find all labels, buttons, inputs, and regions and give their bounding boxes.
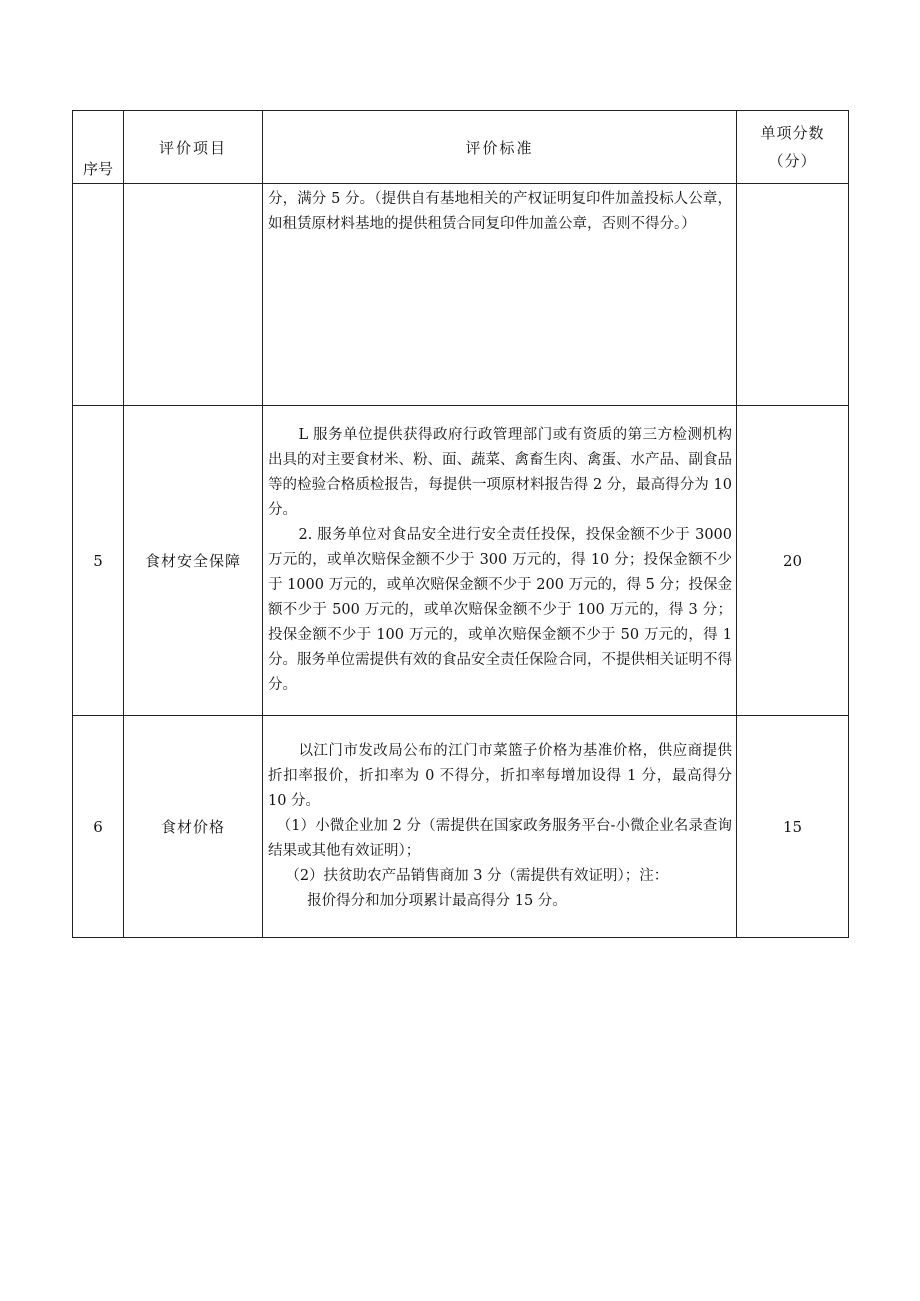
standard-paragraph: 分，满分 5 分。（提供自有基地相关的产权证明复印件加盖投标人公章，如租赁原材料基地的提供租赁合同复印件加盖公章，否则不得分。） <box>268 191 732 232</box>
row-item: 食材价格 <box>124 716 263 938</box>
row-number <box>73 184 124 406</box>
table-row <box>73 406 849 716</box>
header-standard: 评价标准 <box>263 111 737 184</box>
evaluation-table <box>72 110 849 938</box>
row-item: 食材安全保障 <box>124 406 263 716</box>
row-score: 20 <box>737 406 849 716</box>
row-standard <box>263 716 737 938</box>
header-score-line1: 单项分数 <box>760 124 825 142</box>
header-score <box>737 111 849 184</box>
row-number: 5 <box>73 406 124 716</box>
header-seq: 序号 <box>73 111 124 184</box>
row-item <box>124 184 263 406</box>
row-score: 15 <box>737 716 849 938</box>
standard-paragraph: 报价得分和加分项累计最高得分 15 分。 <box>307 893 567 909</box>
row-number: 6 <box>73 716 124 938</box>
row-score <box>737 184 849 406</box>
header-score-line2: （分） <box>768 152 817 170</box>
standard-paragraph: （2）扶贫助农产品销售商加 3 分（需提供有效证明）；注： <box>285 868 669 884</box>
header-item: 评价项目 <box>124 111 263 184</box>
standard-paragraph: 2. 服务单位对食品安全进行安全责任投保，投保金额不少于 3000 万元的，或单次赔保金额不少于 300 万元的，得 10 分；投保金额不少于 1000 万元的，或单次赔保金额不少于 200 万元的，得 5 分；投保金额不少于 500 万元的，或单次赔保金额不少于 100 万元的，得 3 分；投保金额不少于 100 万元的，或单次赔保金额不少于 50 万元的，得 1 分。服务单位需提供有效的食品安全责任保险合同，不提供相关证明不得分。 <box>268 527 732 693</box>
table-row <box>73 184 849 406</box>
row-standard <box>263 184 737 406</box>
row-standard <box>263 406 737 716</box>
table-header-row <box>73 111 849 184</box>
standard-paragraph: 以江门市发改局公布的江门市菜篮子价格为基准价格，供应商提供折扣率报价，折扣率为 0 不得分，折扣率每增加设得 1 分，最高得分 10 分。 <box>268 743 732 809</box>
standard-paragraph: （1）小微企业加 2 分（需提供在国家政务服务平台-小微企业名录查询结果或其他有效证明）； <box>268 818 732 859</box>
table-row <box>73 716 849 938</box>
standard-paragraph: L 服务单位提供获得政府行政管理部门或有资质的第三方检测机构出具的对主要食材米、粉、面、蔬菜、禽畜生肉、禽蛋、水产品、副食品等的检验合格质检报告，每提供一项原材料报告得 2 分，最高得分为 10 分。 <box>268 427 732 518</box>
